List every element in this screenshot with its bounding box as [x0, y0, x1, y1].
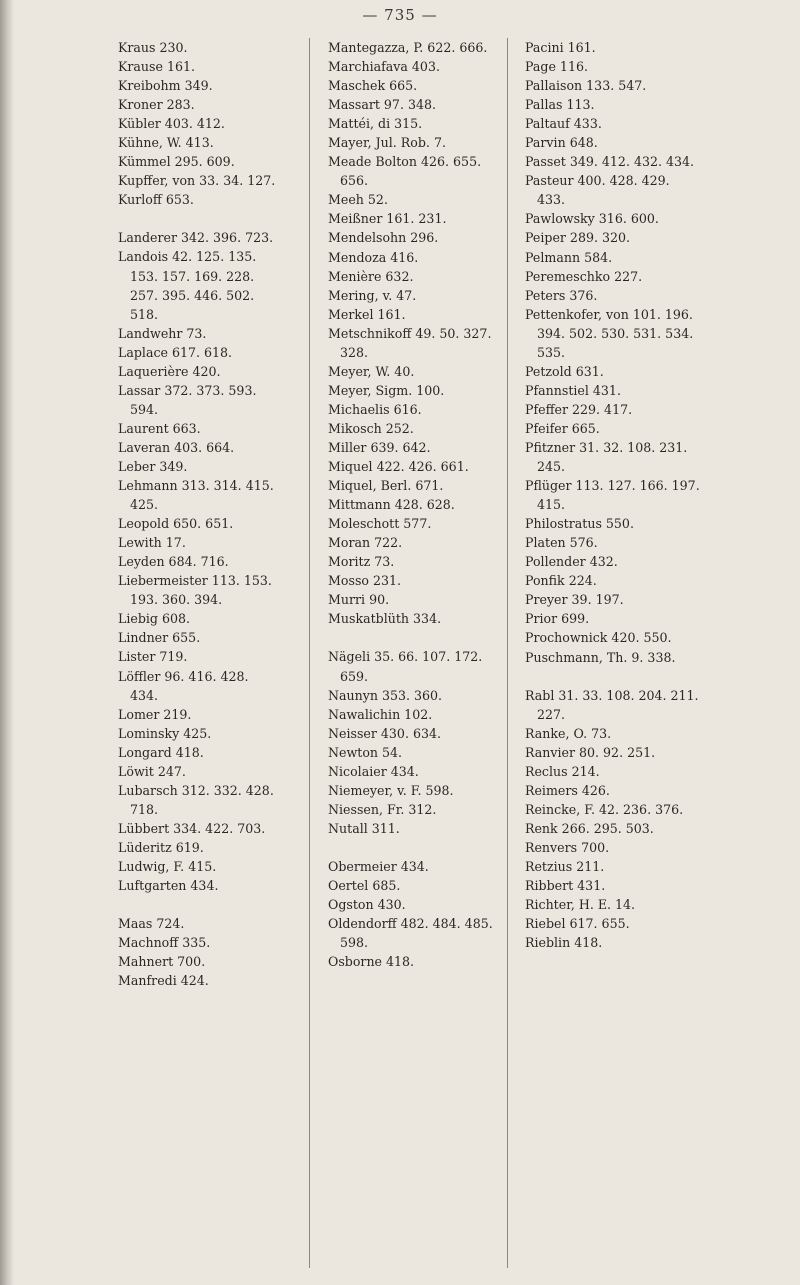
page-binding-edge: [0, 0, 14, 1285]
index-entry: Ogston 430.: [328, 897, 406, 913]
index-entry: Reclus 214.: [525, 763, 600, 779]
index-entry: Manfredi 424.: [118, 973, 209, 989]
index-entry: Muskatblüth 334.: [328, 611, 442, 627]
index-entry: Meeh 52.: [328, 192, 388, 208]
index-entry: Mattéi, di 315.: [328, 116, 423, 132]
index-entry: Renvers 700.: [525, 839, 610, 855]
letter-group-gap: [525, 667, 700, 686]
index-entry: Massart 97. 348.: [328, 97, 436, 113]
index-entry: Michaelis 616.: [328, 401, 422, 417]
index-entry: Mittmann 428. 628.: [328, 497, 455, 513]
index-entry: Pelmann 584.: [525, 249, 613, 265]
index-entry: Paltauf 433.: [525, 116, 602, 132]
index-entry: Mikosch 252.: [328, 420, 414, 436]
index-entry: Kupffer, von 33. 34. 127.: [118, 173, 276, 189]
index-entry: Maschek 665.: [328, 78, 418, 94]
index-entry: Menière 632.: [328, 268, 414, 284]
index-entry: Pallas 113.: [525, 97, 595, 113]
index-entry: Platen 576.: [525, 535, 598, 551]
index-entry: Niemeyer, v. F. 598.: [328, 782, 454, 798]
index-entry: Laquerière 420.: [118, 363, 221, 379]
index-entry: Longard 418.: [118, 744, 204, 760]
index-entry: Meißner 161. 231.: [328, 211, 447, 227]
index-entry: Merkel 161.: [328, 306, 406, 322]
index-entry: Metschnikoff 49. 50. 327. 328.: [328, 325, 492, 360]
index-entry: Osborne 418.: [328, 954, 415, 970]
index-entry: Lubarsch 312. 332. 428. 718.: [118, 782, 274, 817]
index-entry: Pacini 161.: [525, 40, 596, 55]
index-entry: Rieblin 418.: [525, 935, 603, 951]
index-entry: Rabl 31. 33. 108. 204. 211. 227.: [525, 687, 699, 722]
index-entry: Ludwig, F. 415.: [118, 858, 217, 874]
index-entry: Kroner 283.: [118, 97, 195, 113]
index-entry: Puschmann, Th. 9. 338.: [525, 649, 676, 665]
index-entry: Moran 722.: [328, 535, 403, 551]
index-entry: Lomer 219.: [118, 706, 192, 722]
index-entry: Löwit 247.: [118, 763, 186, 779]
column-divider: [309, 38, 310, 1268]
index-entry: Meyer, W. 40.: [328, 363, 415, 379]
index-entry: Lister 719.: [118, 649, 188, 665]
index-entry: Pfitzner 31. 32. 108. 231. 245.: [525, 439, 688, 475]
index-entry: Pfannstiel 431.: [525, 382, 621, 398]
index-entry: Miller 639. 642.: [328, 439, 431, 455]
index-entry: Leyden 684. 716.: [118, 554, 229, 570]
index-entry: Leopold 650. 651.: [118, 516, 234, 532]
index-entry: Newton 54.: [328, 744, 403, 760]
index-entry: Mering, v. 47.: [328, 287, 417, 303]
index-entry: Riebel 617. 655.: [525, 916, 630, 932]
index-entry: Neisser 430. 634.: [328, 725, 441, 741]
index-entry: Page 116.: [525, 59, 588, 75]
index-entry: Liebig 608.: [118, 611, 191, 627]
index-entry: Löffler 96. 416. 428. 434.: [118, 668, 249, 703]
index-entry: Lominsky 425.: [118, 725, 212, 741]
index-entry: Obermeier 434.: [328, 858, 429, 874]
index-entry: Peiper 289. 320.: [525, 230, 631, 246]
index-entry: Nawalichin 102.: [328, 706, 433, 722]
index-entry: Kübler 403. 412.: [118, 116, 225, 132]
index-entry: Kümmel 295. 609.: [118, 154, 235, 170]
index-entry: Reimers 426.: [525, 782, 610, 798]
index-entry: Oldendorff 482. 484. 485. 598.: [328, 916, 493, 951]
index-entry: Nutall 311.: [328, 820, 400, 836]
index-entry: Mayer, Jul. Rob. 7.: [328, 135, 446, 151]
index-entry: Parvin 648.: [525, 135, 598, 151]
index-entry: Murri 90.: [328, 592, 390, 608]
index-entry: Landerer 342. 396. 723.: [118, 230, 274, 246]
index-entry: Landois 42. 125. 135. 153. 157. 169. 228. 257. 395. 446. 502. 518.: [118, 249, 257, 322]
index-entry: Peremeschko 227.: [525, 268, 643, 284]
index-column-1: [118, 38, 280, 990]
index-entry: Maas 724.: [118, 916, 185, 932]
index-entry: Mendelsohn 296.: [328, 230, 439, 246]
index-entry: Lüderitz 619.: [118, 839, 204, 855]
index-entry: Marchiafava 403.: [328, 59, 440, 75]
index-entry: Liebermeister 113. 153. 193. 360. 394.: [118, 573, 272, 608]
index-entry: Kühne, W. 413.: [118, 135, 214, 151]
index-entry: Landwehr 73.: [118, 325, 207, 341]
index-entry: Ponfik 224.: [525, 573, 597, 589]
index-entry: Moleschott 577.: [328, 516, 432, 532]
index-entry: Pallaison 133. 547.: [525, 78, 647, 94]
letter-group-gap: [328, 838, 500, 857]
index-entry: Meade Bolton 426. 655. 656.: [328, 154, 482, 189]
index-entry: Moritz 73.: [328, 554, 395, 570]
index-entry: Naunyn 353. 360.: [328, 687, 443, 703]
index-entry: Reincke, F. 42. 236. 376.: [525, 801, 684, 817]
index-column-2: [328, 38, 500, 971]
index-entry: Meyer, Sigm. 100.: [328, 382, 445, 398]
index-entry: Lewith 17.: [118, 535, 186, 551]
letter-group-gap: [118, 895, 280, 914]
index-entry: Mosso 231.: [328, 573, 402, 589]
index-entry: Prochownick 420. 550.: [525, 630, 672, 646]
index-entry: Pawlowsky 316. 600.: [525, 211, 659, 227]
index-entry: Kraus 230.: [118, 40, 188, 55]
index-entry: Pasteur 400. 428. 429. 433.: [525, 173, 670, 208]
index-entry: Laurent 663.: [118, 420, 201, 436]
letter-group-gap: [328, 628, 500, 647]
index-entry: Richter, H. E. 14.: [525, 897, 636, 913]
index-entry: Lehmann 313. 314. 415. 425.: [118, 478, 274, 513]
index-entry: Lübbert 334. 422. 703.: [118, 820, 266, 836]
letter-group-gap: [118, 209, 280, 228]
index-entry: Nicolaier 434.: [328, 763, 419, 779]
index-entry: Miquel 422. 426. 661.: [328, 459, 469, 475]
index-entry: Laveran 403. 664.: [118, 439, 235, 455]
index-entry: Niessen, Fr. 312.: [328, 801, 437, 817]
index-entry: Ranvier 80. 92. 251.: [525, 744, 656, 760]
index-entry: Pflüger 113. 127. 166. 197. 415.: [525, 478, 700, 513]
index-entry: Ranke, O. 73.: [525, 725, 612, 741]
index-entry: Pollender 432.: [525, 554, 618, 570]
column-divider: [507, 38, 508, 1268]
index-entry: Pfeffer 229. 417.: [525, 401, 633, 417]
index-entry: Mahnert 700.: [118, 954, 206, 970]
index-entry: Retzius 211.: [525, 858, 605, 874]
index-entry: Passet 349. 412. 432. 434.: [525, 154, 695, 170]
index-entry: Pettenkofer, von 101. 196. 394. 502. 530. 531. 534. 535.: [525, 306, 694, 360]
index-entry: Machnoff 335.: [118, 935, 211, 951]
index-entry: Philostratus 550.: [525, 516, 634, 532]
index-entry: Mendoza 416.: [328, 249, 419, 265]
index-entry: Laplace 617. 618.: [118, 344, 233, 360]
page-number: — 735 —: [362, 6, 438, 24]
index-entry: Preyer 39. 197.: [525, 592, 624, 608]
index-entry: Petzold 631.: [525, 363, 604, 379]
index-entry: Oertel 685.: [328, 877, 401, 893]
index-entry: Luftgarten 434.: [118, 878, 219, 894]
index-entry: Lassar 372. 373. 593. 594.: [118, 382, 257, 417]
index-column-3: [525, 38, 700, 952]
index-entry: Prior 699.: [525, 611, 590, 627]
index-entry: Nägeli 35. 66. 107. 172. 659.: [328, 649, 483, 684]
index-entry: Renk 266. 295. 503.: [525, 820, 654, 836]
index-entry: Peters 376.: [525, 287, 598, 303]
index-entry: Pfeifer 665.: [525, 420, 600, 436]
index-entry: Miquel, Berl. 671.: [328, 478, 444, 494]
index-entry: Kurloff 653.: [118, 192, 194, 208]
index-entry: Ribbert 431.: [525, 878, 606, 894]
index-entry: Mantegazza, P. 622. 666.: [328, 40, 488, 55]
index-entry: Krause 161.: [118, 59, 196, 75]
index-entry: Kreibohm 349.: [118, 78, 213, 94]
index-entry: Lindner 655.: [118, 630, 201, 646]
index-entry: Leber 349.: [118, 458, 188, 474]
